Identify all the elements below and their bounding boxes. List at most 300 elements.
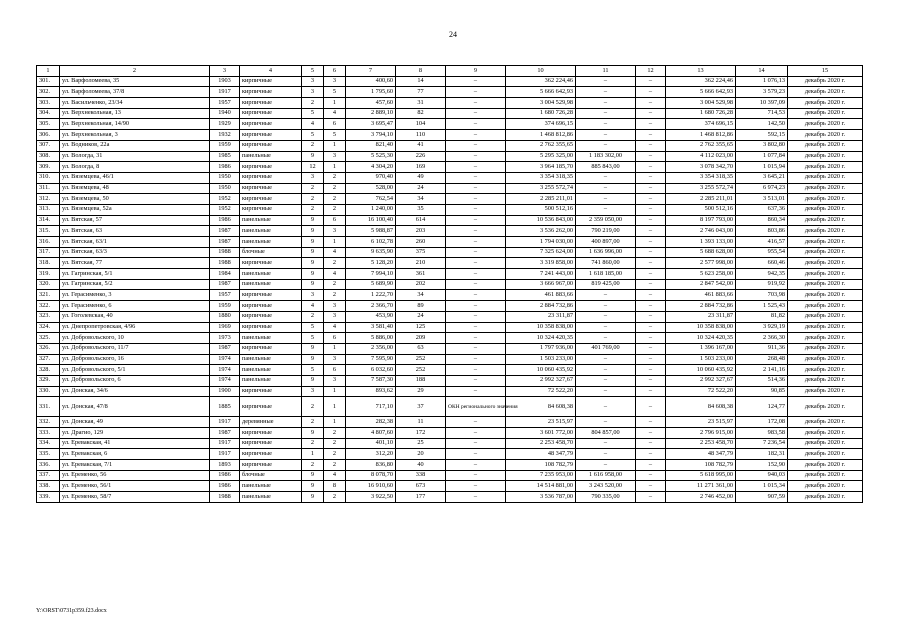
table-cell: 20 — [396, 449, 446, 460]
table-cell: 3 — [324, 151, 346, 162]
table-cell: – — [446, 438, 506, 449]
table-cell: 9 — [302, 354, 324, 365]
table-cell: 1988 — [210, 247, 240, 258]
table-cell: 1 240,00 — [346, 204, 396, 215]
table-row — [37, 428, 863, 439]
table-cell: 82 — [396, 108, 446, 119]
table-cell: – — [636, 258, 666, 269]
table-cell: 401 769,00 — [576, 343, 636, 354]
table-cell: 3 536 787,00 — [506, 492, 576, 503]
table-cell: – — [636, 183, 666, 194]
table-cell: 1952 — [210, 194, 240, 205]
table-cell: 302. — [37, 87, 60, 98]
table-cell: 1973 — [210, 333, 240, 344]
table-cell: 311. — [37, 183, 60, 194]
table-cell: 1 — [324, 140, 346, 151]
table-cell: – — [636, 162, 666, 173]
table-cell: – — [636, 194, 666, 205]
table-cell: 1932 — [210, 130, 240, 141]
table-cell: – — [636, 492, 666, 503]
column-header: 4 — [240, 66, 302, 77]
table-cell: 1987 — [210, 279, 240, 290]
table-cell: – — [636, 470, 666, 481]
table-cell: 14 — [396, 76, 446, 87]
table-cell: 315. — [37, 226, 60, 237]
table-cell: 338. — [37, 481, 60, 492]
table-cell: 2 992 327,67 — [506, 375, 576, 386]
table-cell: 3 004 529,98 — [666, 98, 736, 109]
table-cell: 339. — [37, 492, 60, 503]
table-cell: 72 522,20 — [666, 386, 736, 397]
table-row — [37, 204, 863, 215]
table-cell: 2 366,70 — [346, 301, 396, 312]
table-cell: 2 — [302, 397, 324, 417]
table-row — [37, 237, 863, 248]
table-cell: кирпичные — [240, 162, 302, 173]
table-cell: – — [446, 247, 506, 258]
table-cell: панельные — [240, 354, 302, 365]
table-cell: 210 — [396, 258, 446, 269]
table-cell: – — [576, 311, 636, 322]
table-cell: – — [576, 119, 636, 130]
table-cell: 3 255 572,74 — [666, 183, 736, 194]
table-cell: 303. — [37, 98, 60, 109]
table-cell: ул. Верхнекольная, 14/90 — [60, 119, 210, 130]
table-cell: 1917 — [210, 87, 240, 98]
table-cell: ул. Еревакская, 6 — [60, 449, 210, 460]
table-cell: 2 762 355,65 — [666, 140, 736, 151]
table-cell: 1 015,34 — [736, 481, 788, 492]
table-cell: 325. — [37, 333, 60, 344]
table-cell: ул. Гагринская, 5/1 — [60, 269, 210, 280]
table-cell: 1952 — [210, 204, 240, 215]
table-cell: декабрь 2020 г. — [788, 258, 863, 269]
table-cell: декабрь 2020 г. — [788, 343, 863, 354]
table-row — [37, 365, 863, 376]
table-cell: ул. Донская, 47/8 — [60, 397, 210, 417]
table-cell: – — [446, 237, 506, 248]
table-cell: 2 — [324, 428, 346, 439]
table-cell: 7 595,90 — [346, 354, 396, 365]
table-cell: – — [446, 470, 506, 481]
table-cell: – — [446, 311, 506, 322]
table-cell: 3 794,10 — [346, 130, 396, 141]
table-cell: кирпичные — [240, 172, 302, 183]
table-cell: 6 — [324, 119, 346, 130]
table-row — [37, 108, 863, 119]
table-cell: 48 347,79 — [666, 449, 736, 460]
table-cell: ул. Гагринская, 5/2 — [60, 279, 210, 290]
table-cell: 63 — [396, 343, 446, 354]
table-cell: – — [446, 322, 506, 333]
table-cell: 252 — [396, 354, 446, 365]
table-cell: 1917 — [210, 438, 240, 449]
table-cell: 804 857,00 — [576, 428, 636, 439]
table-cell: 2 889,10 — [346, 108, 396, 119]
table-cell: 9 — [302, 470, 324, 481]
table-cell: 362 224,46 — [666, 76, 736, 87]
table-cell: – — [446, 130, 506, 141]
table-cell: 5 295 325,00 — [506, 151, 576, 162]
table-cell: 3 964 185,70 — [506, 162, 576, 173]
table-cell: деревянные — [240, 417, 302, 428]
table-row — [37, 269, 863, 280]
table-cell: 1 — [324, 98, 346, 109]
table-cell: декабрь 2020 г. — [788, 417, 863, 428]
table-cell: кирпичные — [240, 386, 302, 397]
table-cell: 9 — [302, 279, 324, 290]
column-header: 11 — [576, 66, 636, 77]
table-cell: – — [636, 290, 666, 301]
table-cell: 2 746 452,00 — [666, 492, 736, 503]
table-cell: 5 666 642,93 — [666, 87, 736, 98]
table-cell: 334. — [37, 438, 60, 449]
table-cell: 142,50 — [736, 119, 788, 130]
table-cell: декабрь 2020 г. — [788, 204, 863, 215]
table-cell: 8 — [324, 481, 346, 492]
table-cell: – — [446, 226, 506, 237]
table-cell: 940,03 — [736, 470, 788, 481]
table-row — [37, 162, 863, 173]
table-cell: 3 — [302, 290, 324, 301]
table-cell: 2 796 915,00 — [666, 428, 736, 439]
table-cell: 3 — [302, 172, 324, 183]
table-row — [37, 438, 863, 449]
table-cell: 172,08 — [736, 417, 788, 428]
table-cell: 821,40 — [346, 140, 396, 151]
table-cell: 110 — [396, 130, 446, 141]
table-row — [37, 98, 863, 109]
table-cell: декабрь 2020 г. — [788, 269, 863, 280]
table-cell: 6 — [324, 215, 346, 226]
table-cell: декабрь 2020 г. — [788, 322, 863, 333]
table-cell: 1986 — [210, 470, 240, 481]
table-row — [37, 130, 863, 141]
table-cell: 301. — [37, 76, 60, 87]
table-cell: 461 883,66 — [506, 290, 576, 301]
table-cell: 500 512,16 — [666, 204, 736, 215]
table-cell: 1900 — [210, 386, 240, 397]
table-cell: 416,57 — [736, 237, 788, 248]
table-cell: 4 — [324, 108, 346, 119]
table-cell: 16 100,40 — [346, 215, 396, 226]
table-cell: 5 — [324, 130, 346, 141]
table-cell: 1 618 185,00 — [576, 269, 636, 280]
table-cell: 2 — [324, 290, 346, 301]
table-cell: 2 — [302, 460, 324, 471]
table-cell: ул. Вяземцева, 46/1 — [60, 172, 210, 183]
table-cell: 860,34 — [736, 215, 788, 226]
table-cell: – — [576, 386, 636, 397]
table-cell: 2 — [302, 183, 324, 194]
table-cell: – — [576, 194, 636, 205]
table-cell: кирпичные — [240, 204, 302, 215]
table-cell: панельные — [240, 226, 302, 237]
table-cell: 9 635,90 — [346, 247, 396, 258]
table-cell: блочные — [240, 470, 302, 481]
table-cell: – — [446, 140, 506, 151]
table-cell: 3 004 529,98 — [506, 98, 576, 109]
table-cell: – — [636, 247, 666, 258]
table-cell: – — [446, 481, 506, 492]
table-cell: 1 393 133,00 — [666, 237, 736, 248]
table-cell: 5 — [324, 87, 346, 98]
table-cell: 703,98 — [736, 290, 788, 301]
table-cell: декабрь 2020 г. — [788, 119, 863, 130]
table-row — [37, 470, 863, 481]
table-cell: – — [636, 386, 666, 397]
table-cell: ул. Вятская, 63/1 — [60, 237, 210, 248]
table-cell: 332. — [37, 417, 60, 428]
table-cell: 336. — [37, 460, 60, 471]
table-cell: кирпичные — [240, 130, 302, 141]
table-cell: 209 — [396, 333, 446, 344]
column-header: 15 — [788, 66, 863, 77]
table-cell: 1969 — [210, 322, 240, 333]
table-cell: 2 253 458,70 — [506, 438, 576, 449]
table-cell: 5 623 258,00 — [666, 269, 736, 280]
table-cell: 1 794 030,00 — [506, 237, 576, 248]
table-cell: 400 897,00 — [576, 237, 636, 248]
table-cell: 2 — [324, 449, 346, 460]
table-cell: 331. — [37, 397, 60, 417]
table-cell: 318. — [37, 258, 60, 269]
table-cell: 329. — [37, 375, 60, 386]
table-cell: 2 577 998,00 — [666, 258, 736, 269]
table-cell: – — [636, 428, 666, 439]
table-cell: – — [636, 481, 666, 492]
table-cell: 308. — [37, 151, 60, 162]
table-cell: – — [636, 311, 666, 322]
table-cell: ул. Герасименко, 6 — [60, 301, 210, 312]
table-cell: 453,90 — [346, 311, 396, 322]
table-cell: 333. — [37, 428, 60, 439]
table-cell: 268,48 — [736, 354, 788, 365]
table-cell: – — [446, 386, 506, 397]
table-cell: – — [636, 140, 666, 151]
table-cell: ул. Добровольского, 6 — [60, 375, 210, 386]
table-cell: 282,38 — [346, 417, 396, 428]
table-row — [37, 183, 863, 194]
table-cell: 1 680 726,28 — [506, 108, 576, 119]
table-row — [37, 87, 863, 98]
table-cell: 2 847 542,00 — [666, 279, 736, 290]
table-cell: 1 795,60 — [346, 87, 396, 98]
table-cell: 24 — [396, 183, 446, 194]
table-cell: 5 525,30 — [346, 151, 396, 162]
table-cell: 1917 — [210, 417, 240, 428]
table-cell: 762,54 — [346, 194, 396, 205]
table-cell: 1987 — [210, 237, 240, 248]
table-cell: 6 — [324, 365, 346, 376]
table-cell: декабрь 2020 г. — [788, 365, 863, 376]
table-cell: кирпичные — [240, 460, 302, 471]
table-cell: 5 128,20 — [346, 258, 396, 269]
table-cell: – — [446, 183, 506, 194]
table-cell: – — [446, 449, 506, 460]
table-cell: 2 — [324, 279, 346, 290]
table-cell: – — [636, 417, 666, 428]
table-cell: – — [446, 492, 506, 503]
table-cell: 2 253 458,70 — [666, 438, 736, 449]
table-cell: 1959 — [210, 301, 240, 312]
table-row — [37, 417, 863, 428]
table-cell: 5 988,87 — [346, 226, 396, 237]
table-cell: декабрь 2020 г. — [788, 140, 863, 151]
table-cell: декабрь 2020 г. — [788, 397, 863, 417]
table-cell: – — [636, 333, 666, 344]
column-header: 5 — [302, 66, 324, 77]
column-header: 1 — [37, 66, 60, 77]
table-cell: 1 468 812,86 — [506, 130, 576, 141]
table-cell: 1903 — [210, 76, 240, 87]
table-cell: – — [576, 87, 636, 98]
table-cell: 35 — [396, 204, 446, 215]
table-cell: 5 — [302, 108, 324, 119]
table-cell: 3 802,80 — [736, 140, 788, 151]
table-cell: 169 — [396, 162, 446, 173]
table-cell: 717,10 — [346, 397, 396, 417]
table-cell: 2 — [324, 258, 346, 269]
table-cell: 660,46 — [736, 258, 788, 269]
table-cell: – — [446, 76, 506, 87]
table-cell: 3 581,40 — [346, 322, 396, 333]
table-cell: 1 680 726,28 — [666, 108, 736, 119]
table-cell: 1 — [324, 397, 346, 417]
table-cell: – — [636, 449, 666, 460]
table-cell: 2 359 050,00 — [576, 215, 636, 226]
table-cell: 188 — [396, 375, 446, 386]
table-cell: ул. Еревакская, 41 — [60, 438, 210, 449]
table-cell: – — [636, 343, 666, 354]
table-cell: – — [446, 215, 506, 226]
table-cell: 25 — [396, 438, 446, 449]
table-cell: 1957 — [210, 290, 240, 301]
table-row — [37, 449, 863, 460]
table-cell: 9 — [302, 247, 324, 258]
table-cell: 3 — [324, 226, 346, 237]
table-cell: 819 425,00 — [576, 279, 636, 290]
column-header: 14 — [736, 66, 788, 77]
table-cell: – — [446, 354, 506, 365]
table-cell: 5 618 995,00 — [666, 470, 736, 481]
table-cell: 16 910,60 — [346, 481, 396, 492]
table-cell: кирпичные — [240, 76, 302, 87]
table-cell: – — [636, 322, 666, 333]
table-cell: 1974 — [210, 375, 240, 386]
table-cell: 1929 — [210, 119, 240, 130]
table-cell: 3 695,47 — [346, 119, 396, 130]
table-cell: – — [576, 76, 636, 87]
table-cell: – — [446, 151, 506, 162]
table-cell: 202 — [396, 279, 446, 290]
table-cell: 4 — [324, 269, 346, 280]
table-cell: ул. Васильченко, 23/34 — [60, 98, 210, 109]
table-cell: 1880 — [210, 311, 240, 322]
table-cell: – — [636, 151, 666, 162]
table-row — [37, 194, 863, 205]
table-cell: 34 — [396, 194, 446, 205]
table-cell: 10 324 420,35 — [666, 333, 736, 344]
table-cell: – — [576, 365, 636, 376]
table-cell: 10 324 420,35 — [506, 333, 576, 344]
table-cell: 3 — [302, 76, 324, 87]
table-cell: ул. Еременко, 56 — [60, 470, 210, 481]
table-cell: 9 — [302, 481, 324, 492]
table-cell: 23 515,97 — [506, 417, 576, 428]
table-cell: 23 311,87 — [666, 311, 736, 322]
table-cell: 2 746 043,00 — [666, 226, 736, 237]
table-cell: декабрь 2020 г. — [788, 130, 863, 141]
table-cell: – — [576, 333, 636, 344]
table-cell: 970,40 — [346, 172, 396, 183]
table-cell: – — [446, 301, 506, 312]
table-cell: 4 — [302, 301, 324, 312]
table-cell: 528,00 — [346, 183, 396, 194]
table-cell: 23 515,97 — [666, 417, 736, 428]
table-cell: декабрь 2020 г. — [788, 428, 863, 439]
table-cell: – — [576, 98, 636, 109]
table-cell: – — [636, 301, 666, 312]
table-cell: декабрь 2020 г. — [788, 108, 863, 119]
table-cell: панельные — [240, 151, 302, 162]
table-cell: 1988 — [210, 258, 240, 269]
table-cell: – — [636, 98, 666, 109]
table-cell: 741 860,00 — [576, 258, 636, 269]
table-cell: 335. — [37, 449, 60, 460]
table-cell: – — [576, 140, 636, 151]
table-cell: 4 — [324, 322, 346, 333]
table-cell: декабрь 2020 г. — [788, 247, 863, 258]
table-cell: 9 — [302, 375, 324, 386]
table-cell: – — [636, 204, 666, 215]
table-cell: 90,85 — [736, 386, 788, 397]
table-cell: 3 354 318,35 — [506, 172, 576, 183]
table-cell: 3 513,01 — [736, 194, 788, 205]
table-cell: 2 992 327,67 — [666, 375, 736, 386]
table-cell: декабрь 2020 г. — [788, 492, 863, 503]
table-cell: 11 — [396, 417, 446, 428]
table-cell: – — [636, 108, 666, 119]
table-cell: – — [636, 87, 666, 98]
table-cell: 5 689,90 — [346, 279, 396, 290]
table-cell: 3 354 318,35 — [666, 172, 736, 183]
table-cell: панельные — [240, 333, 302, 344]
table-row — [37, 151, 863, 162]
table-cell: 4 — [302, 119, 324, 130]
table-cell: кирпичные — [240, 311, 302, 322]
table-cell: – — [576, 375, 636, 386]
table-cell: декабрь 2020 г. — [788, 290, 863, 301]
table-cell: 1 — [324, 417, 346, 428]
table-cell: – — [636, 269, 666, 280]
table-cell: 1940 — [210, 108, 240, 119]
table-cell: 4 807,60 — [346, 428, 396, 439]
table-cell: 84 608,38 — [506, 397, 576, 417]
table-cell: 34 — [396, 290, 446, 301]
table-cell: 6 974,23 — [736, 183, 788, 194]
table-cell: 514,36 — [736, 375, 788, 386]
table-cell: 108 782,79 — [666, 460, 736, 471]
table-cell: 2 285 211,01 — [506, 194, 576, 205]
table-cell: ОКН регионального значения — [446, 397, 506, 417]
table-cell: 77 — [396, 87, 446, 98]
table-cell: 1 183 302,00 — [576, 151, 636, 162]
table-cell: ул. Вятская, 63 — [60, 226, 210, 237]
table-cell: 1 797 936,00 — [506, 343, 576, 354]
table-row — [37, 386, 863, 397]
table-cell: – — [446, 333, 506, 344]
